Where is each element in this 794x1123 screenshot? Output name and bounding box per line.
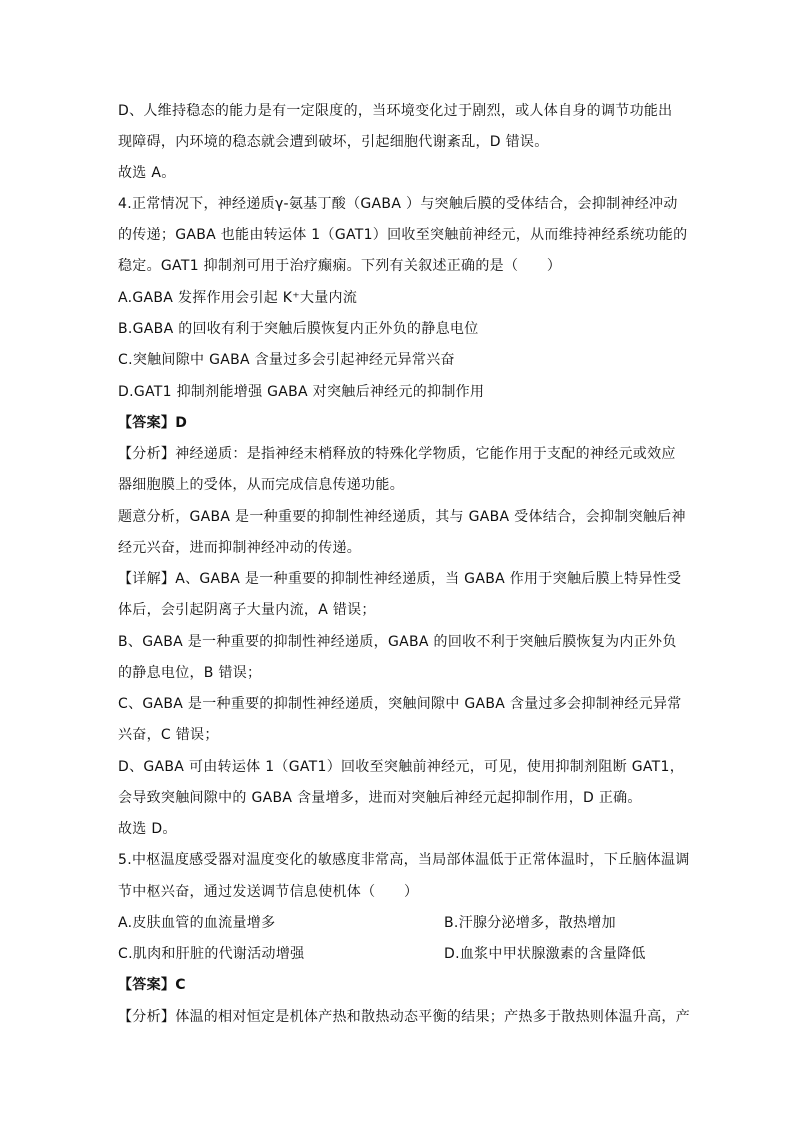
text-line: 稳定。GAT1 抑制剂可用于治疗癫痫。下列有关叙述正确的是（ ） [118,258,562,274]
text-line: D.GAT1 抑制剂能增强 GABA 对突触后神经元的抑制作用 [118,384,485,400]
text-line: 经元兴奋，进而抑制神经冲动的传递。 [118,540,362,556]
text-line: 节中枢兴奋，通过发送调节信息使机体（ ） [118,884,419,900]
text-line: A.皮肤血管的血流量增多 [118,915,276,931]
text-line: D.血浆中甲状腺激素的含量降低 [444,946,646,962]
text-line: C.突触间隙中 GABA 含量过多会引起神经元异常兴奋 [118,352,455,368]
text-line: 【分析】体温的相对恒定是机体产热和散热动态平衡的结果；产热多于散热则体温升高，产 [118,1009,690,1025]
text-line: 5.中枢温度感受器对温度变化的敏感度非常高，当局部体温低于正常体温时，下丘脑体温调 [118,852,690,868]
text-line: B、GABA 是一种重要的抑制性神经递质，GABA 的回收不利于突触后膜恢复为内正外负 [118,634,677,650]
text-line: D、人维持稳态的能力是有一定限度的，当环境变化过于剧烈，或人体自身的调节功能出 [118,103,673,119]
text-line: A.GABA 发挥作用会引起 K⁺大量内流 [118,290,358,306]
text-line: D、GABA 可由转运体 1（GAT1）回收至突触前神经元，可见，使用抑制剂阻断 GAT1， [118,759,685,775]
text-line: 兴奋，C 错误； [118,727,219,743]
text-line: 体后，会引起阴离子大量内流，A 错误； [118,602,376,618]
text-line: 现障碍，内环境的稳态就会遭到破坏，引起细胞代谢紊乱，D 错误。 [118,134,549,150]
text-line: 会导致突触间隙中的 GABA 含量增多，进而对突触后神经元起抑制作用，D 正确。 [118,790,642,806]
text-line: 题意分析，GABA 是一种重要的抑制性神经递质，其与 GABA 受体结合，会抑制突触后神 [118,509,686,525]
text-line: B.汗腺分泌增多，散热增加 [444,915,616,931]
text-line: 的静息电位，B 错误； [118,665,262,681]
text-line: 故选 A。 [118,165,176,181]
text-line: B.GABA 的回收有利于突触后膜恢复内正外负的静息电位 [118,321,479,337]
text-line: C.肌肉和肝脏的代谢活动增强 [118,946,305,962]
text-line: 【分析】神经递质：是指神经末梢释放的特殊化学物质，它能作用于支配的神经元或效应 [118,446,676,462]
text-line: 【详解】A、GABA 是一种重要的抑制性神经递质，当 GABA 作用于突触后膜上特异性受 [118,571,682,587]
text-line: 4.正常情况下，神经递质γ-氨基丁酸（GABA ）与突触后膜的受体结合，会抑制神经冲动 [118,196,678,212]
text-line: 器细胞膜上的受体，从而完成信息传递功能。 [118,477,404,493]
text-line: 【答案】C [118,977,186,993]
text-line: 故选 D。 [118,821,177,837]
text-line: 【答案】D [118,415,188,431]
text-line: 的传递；GABA 也能由转运体 1（GAT1）回收至突触前神经元，从而维持神经系统功能的 [118,227,688,243]
text-line: C、GABA 是一种重要的抑制性神经递质，突触间隙中 GABA 含量过多会抑制神经元异常 [118,696,682,712]
